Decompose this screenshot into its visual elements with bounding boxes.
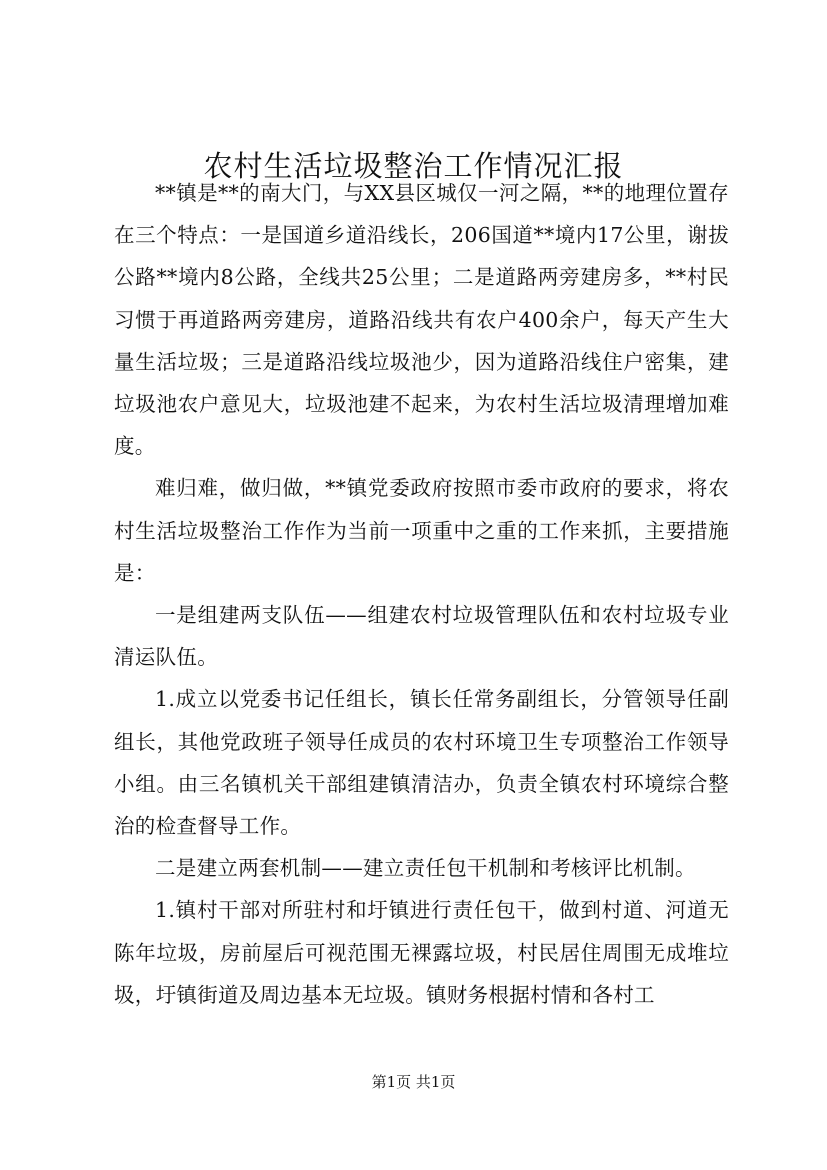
paragraph-measures: 难归难，做归做，**镇党委政府按照市委市政府的要求，将农村生活垃圾整治工作作为当前一项重中之重的工作来抓，主要措施是： <box>114 476 729 585</box>
paragraph-intro: **镇是**的南大门，与XX县区城仅一河之隔，**的地理位置存在三个特点：一是国道乡道沿线长，206国道**境内17公里，谢拔公路**境内8公路，全线共25公里；二是道路两旁建房多，**村民习惯于再道路两旁建房，道路沿线共有农户400余户，每天产生大量生活垃圾；三是道路沿线垃圾池少，因为道路沿线住户密集，建垃圾池农户意见大，垃圾池建不起来，为农村生活垃圾清理增加难度。 <box>114 181 729 459</box>
paragraph-responsibility: 1.镇村干部对所驻村和圩镇进行责任包干，做到村道、河道无陈年垃圾，房前屋后可视范围无裸露垃圾，村民居住周围无成堆垃圾，圩镇街道及周边基本无垃圾。镇财务根据村情和各村工 <box>114 898 729 1007</box>
document-title: 农村生活垃圾整治工作情况汇报 <box>203 149 624 183</box>
page-footer: 第1页 共1页 <box>371 1073 456 1091</box>
document-body <box>114 172 729 1016</box>
paragraph-mechanisms: 二是建立两套机制——建立责任包干机制和考核评比机制。 <box>155 856 696 881</box>
paragraph-leadership-group: 1.成立以党委书记任组长，镇长任常务副组长，分管领导任副组长，其他党政班子领导任成员的农村环境卫生专项整治工作领导小组。由三名镇机关干部组建镇清洁办，负责全镇农村环境综合整治的检查督导工作。 <box>114 687 729 839</box>
paragraph-teams: 一是组建两支队伍——组建农村垃圾管理队伍和农村垃圾专业清运队伍。 <box>114 603 729 670</box>
